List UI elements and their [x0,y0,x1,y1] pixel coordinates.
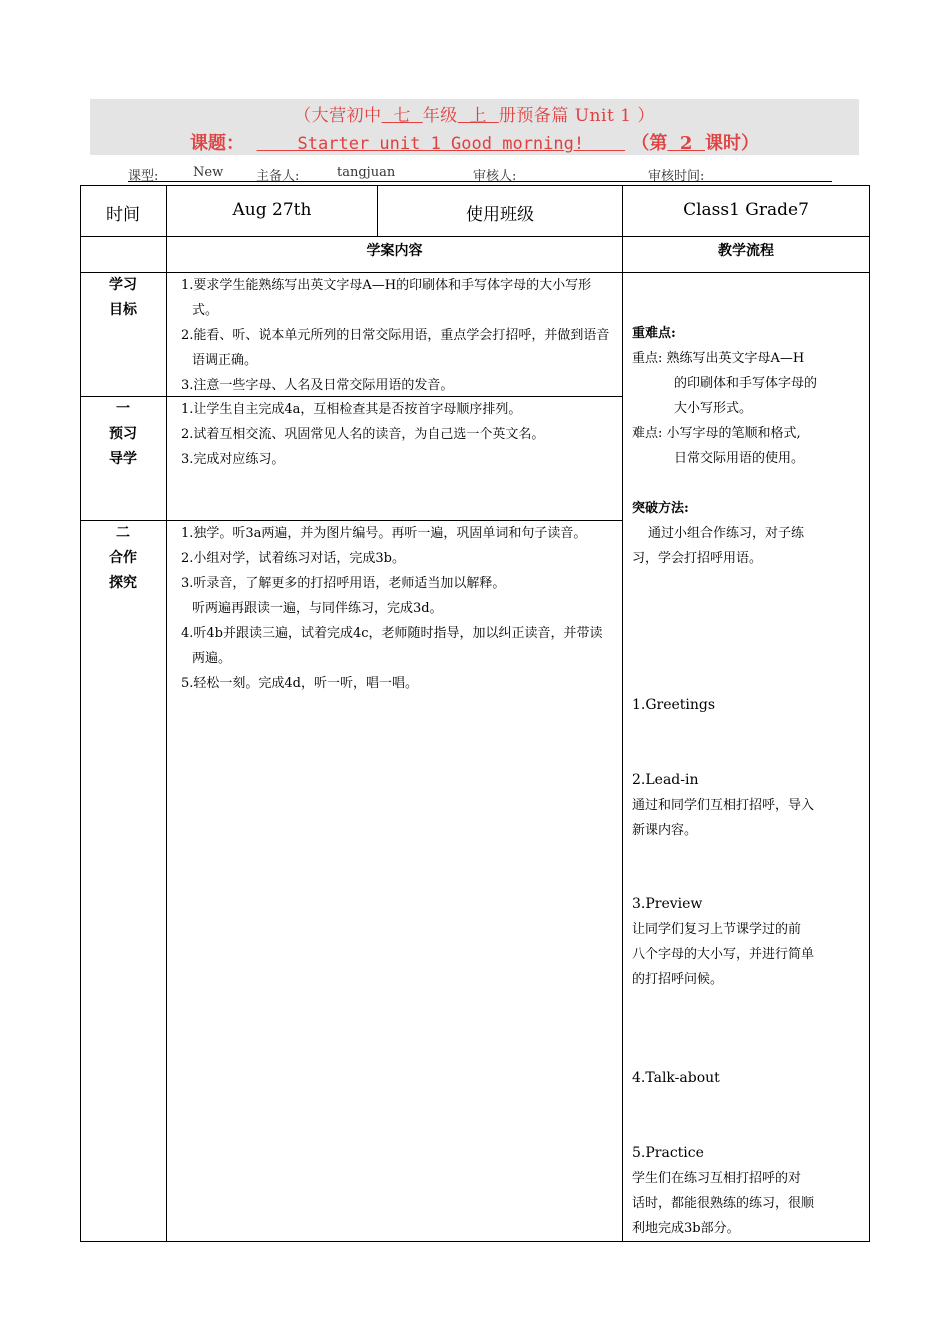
topic-value: Starter unit 1 Good morning! [297,134,585,154]
lesson-no-suffix: 课时） [704,133,759,154]
difficulty-point: 难点: 小写字母的笔顺和格式, [632,426,801,441]
list-item: 3.听录音，了解更多的打招呼用语，老师适当加以解释。 [181,576,506,591]
step-title: 4.Talk-about [632,1070,720,1086]
step-title: 3.Preview [632,896,703,912]
list-item: 3.完成对应练习。 [181,452,285,467]
table-border-left [80,185,81,1242]
flow-step-practice [632,1141,864,1241]
step-desc: 的打招呼问候。 [632,972,724,987]
step-desc: 让同学们复习上节课学过的前 [632,922,802,937]
class-label: 使用班级 [466,205,534,225]
preview-content [174,397,614,472]
type-value: New [193,165,224,180]
content-column-header: 学案内容 [366,243,423,259]
time-value: Aug 27th [232,200,312,220]
table-border-top [80,185,870,186]
section-label-preview: 一 预习 导学 [109,401,137,467]
key-title: 重难点: [632,326,676,341]
lesson-title-line [90,129,859,155]
step-desc: 利地完成3b部分。 [632,1221,740,1236]
step-desc: 话时，都能很熟练的练习，很顺 [632,1196,815,1211]
col-divider-1 [166,185,167,1242]
title-banner [90,99,859,155]
lesson-no-label: （第 [631,133,668,154]
method-title: 突破方法: [632,501,689,516]
author-value: tangjuan [337,165,396,180]
explore-content [174,521,614,696]
list-item: 4.听4b并跟读三遍，试着完成4c，老师随时指导，加以纠正读音，并带读两遍。 [181,626,603,666]
header-school: （大营初中 [294,106,382,126]
lesson-plan-table [80,185,870,1242]
method-text: 通过小组合作练习，对子练 [648,526,805,541]
topic-label: 课题： [190,133,245,154]
flow-step-leadin [632,768,864,843]
school-grade-line [90,101,859,126]
step-desc: 通过和同学们互相打招呼，导入 [632,798,815,813]
list-item: 1.独学。听3a两遍，并为图片编号。再听一遍，巩固单词和句子读音。 [181,526,587,541]
goals-content [174,273,614,398]
list-item: 听两遍再跟读一遍，与同伴练习，完成3d。 [192,601,443,616]
prep-info-underline [128,181,832,182]
class-value: Class1 Grade7 [683,200,809,220]
flow-key-points [632,321,864,571]
key-point-cont: 的印刷体和手写体字母的 [674,376,818,391]
list-item: 5.轻松一刻。完成4d，听一听，唱一唱。 [181,676,418,691]
header-grade-label: 年级 [422,106,458,126]
flow-step-greetings [632,693,864,718]
list-item: 3.注意一些字母、人名及日常交际用语的发音。 [181,378,454,393]
key-point-cont: 大小写形式。 [674,401,753,416]
review-time-label: 审核时间: [648,169,705,184]
list-item: 2.能看、听、说本单元所列的日常交际用语，重点学会打招呼，并做到语音语调正确。 [181,328,610,368]
section-label-explore: 二 合作 探究 [109,525,137,591]
step-desc: 八个字母的大小写，并进行简单 [632,947,815,962]
method-text: 习，学会打招呼用语。 [632,551,763,566]
step-desc: 学生们在练习互相打招呼的对 [632,1171,802,1186]
table-border-right [869,185,870,1242]
row-divider-header [80,236,870,237]
list-item: 1.让学生自主完成4a，互相检查其是否按首字母顺序排列。 [181,402,522,417]
difficulty-cont: 日常交际用语的使用。 [674,451,805,466]
author-label: 主备人: [256,169,300,184]
time-label: 时间 [106,205,140,225]
reviewer-label: 审核人: [473,169,517,184]
flow-column-header: 教学流程 [718,243,774,259]
term-value: 上 [469,106,488,126]
step-desc: 新课内容。 [632,823,698,838]
step-title: 1.Greetings [632,697,716,713]
lesson-no-value: 2 [679,133,693,154]
type-label: 课型: [128,169,159,184]
step-title: 2.Lead-in [632,772,699,788]
flow-step-preview [632,892,864,992]
list-item: 2.试着互相交流、巩固常见人名的读音，为自己选一个英文名。 [181,427,545,442]
list-item: 2.小组对学，试着练习对话，完成3b。 [181,551,405,566]
list-item: 1.要求学生能熟练写出英文字母A—H的印刷体和手写体字母的大小写形式。 [181,278,592,318]
table-border-bottom [80,1241,870,1242]
header-unit: 册预备篇 Unit 1 ） [498,106,655,126]
step-title: 5.Practice [632,1145,704,1161]
section-label-goals: 学习 目标 [109,277,137,318]
prep-info-line [0,162,950,182]
col-divider-3 [622,185,623,1242]
grade-value: 七 [393,106,411,126]
key-point: 重点: 熟练写出英文字母A—H [632,351,805,366]
flow-step-talkabout [632,1066,864,1091]
